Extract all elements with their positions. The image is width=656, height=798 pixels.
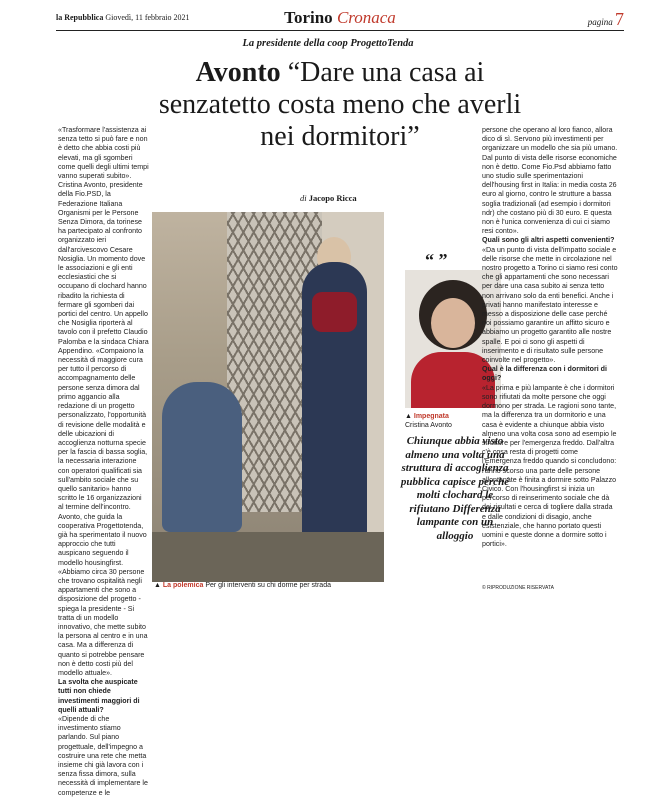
triangle-icon: ▲ xyxy=(154,582,161,589)
article-paragraph: «La prima e più lampante è che i dormitori sono rifiutati da molte persone che oggi dormono per strada. Le ragioni sono tante, ma la differenza tra un dormitorio e una casa è evidente a chiunque abbia visto almeno una volta cosa sono ad esempio le strutture per l'emergenza freddo. Dall'altra c'è cosa resta di progetti come l'Emergenza freddo quando si concludono: l'anno scorso una parte delle persone allontanate è finita a dormire sotto Palazzo Civico. Con l'housingfirst si inizia un percorso di reinserimento sociale che dà dei risultati e cerca di togliere dalla strada e dalle condizioni di disagio, anche esistenziale, che hanno portato questi uomini e queste donne a dormire sotto i portici». xyxy=(482,383,617,549)
page-number: pagina 7 xyxy=(587,9,624,29)
kicker: La presidente della coop ProgettoTenda xyxy=(242,38,414,49)
page-header xyxy=(56,8,624,31)
right-column xyxy=(482,126,618,549)
article-paragraph: «Dipende di che investimento stiamo parlando. Sul piano progettuale, dell'impegno a costruire una rete che metta insieme chi già lavora con i senza fissa dimora, sulla necessità di implementare le competenze e le xyxy=(58,715,148,797)
interview-question: Quali sono gli altri aspetti convenienti? xyxy=(482,236,615,245)
article-paragraph: persone che operano al loro fianco, allora dico di sì. Servono più investimenti per organizzare un modello che sia più umano. Dal punto di vista delle risorse economiche non è detto. Come Fio.Psd abbiamo fatto uno studio sulle sperimentazioni dell'housing first in Italia: in media costa 26 euro al giorno, contro le strutture a bassa soglia tradizionali (ad esempio i dormitori ndr) che costano più di 30 euro. E questa non è l'unica convenienza di cui ci siamo resi conto». xyxy=(482,126,618,236)
interview-question: La svolta che auspicate tutti non chiede investimenti maggiori di quelli attuali? xyxy=(58,678,140,714)
pull-quote: Chiunque abbia visto almeno una volta una struttura di accoglienza pubblica capisce perché molti clochard le rifiutano Differenza lampante con un alloggio xyxy=(400,435,510,542)
article-paragraph: «Da un punto di vista dell'impatto sociale e delle risorse che mette in circolazione nel nostro progetto a Torino ci siamo resi conto che gli appartamenti che sono necessari per dare una casa subito ai senza tetto non arrivano solo da enti benefici. Anche i privati hanno manifestato interesse e messo a disposizione delle case perché noi possiamo garantire un affitto sicuro e abbiamo un progetto garantito alle nostre spalle. E poi ci sono gli aspetti di inserimento e di risultato sulle persone coinvolte nel progetto». xyxy=(482,245,618,365)
photo-caption: ▲ La polemica Per gli interventi su chi dorme per strada xyxy=(154,582,331,589)
headline: Avonto “Dare una casa ai senzatetto costa meno che averli nei dormitori” xyxy=(158,57,522,152)
article-paragraph: «Trasformare l'assistenza ai senza tetto si può fare e non è detto che abbia costi più elevati, ma gli sgomberi come quelli degli ultimi tempi vanno superati subito». Cristina Avonto, presidente della Fio.PSD, la Federazione Italiana Organismi per le Persone Senza Dimora, da torinese ha partecipato al confronto organizzato ieri dall'arcivescovo Cesare Nosiglia. Un momento dove le associazioni e gli enti ecclesiastici che si occupano di clochard hanno ribadito la richiesta di fermare gli sgomberi dai portici del centro. Un appello che Nosiglia riporterà al tavolo con il prefetto Claudio Palomba e la sindaca Chiara Appendino. «Compaiono la necessità di maggiore cura per tutto il percorso di accompagnamento delle persone senza dimora dal primo aggancio alla redazione di un progetto personalizzato, l'opportunità di revisione delle modalità e delle ubicazioni di accoglienza notturna specie per la fascia di bassa soglia, la necessaria interazione con operatori qualificati sia sull'ambito sociale che su quello sanitario» hanno scritto le 16 organizzazioni al termine dell'incontro. Avonto, che guida la cooperativa Progettotenda, già ha sperimentato il nuovo approccio che tutti auspicano seguendo il modello housingfirst. «Abbiamo circa 30 persone che trovano ospitalità negli appartamenti che sono a disposizione del progetto - spiega la presidente - Si tratta di un modello innovativo, che mette subito la persona al centro e in una casa. Ma a differenza di quanto si potrebbe pensare non è detto costi più del modello attuale». xyxy=(58,126,149,677)
section-title: Torino Cronaca xyxy=(284,8,396,27)
portrait-caption: ▲ Impegnata Cristina Avonto xyxy=(405,413,452,429)
quote-icon: “ ” xyxy=(425,250,448,270)
interview-question: Qual è la differenza con i dormitori di oggi? xyxy=(482,365,607,383)
triangle-icon: ▲ xyxy=(405,413,412,420)
byline: di Jacopo Ricca xyxy=(300,193,357,203)
main-photo xyxy=(152,212,384,582)
left-column xyxy=(58,126,149,798)
masthead: la Repubblica Giovedì, 11 febbraio 2021 xyxy=(56,13,190,22)
copyright: © RIPRODUZIONE RISERVATA xyxy=(482,585,554,591)
